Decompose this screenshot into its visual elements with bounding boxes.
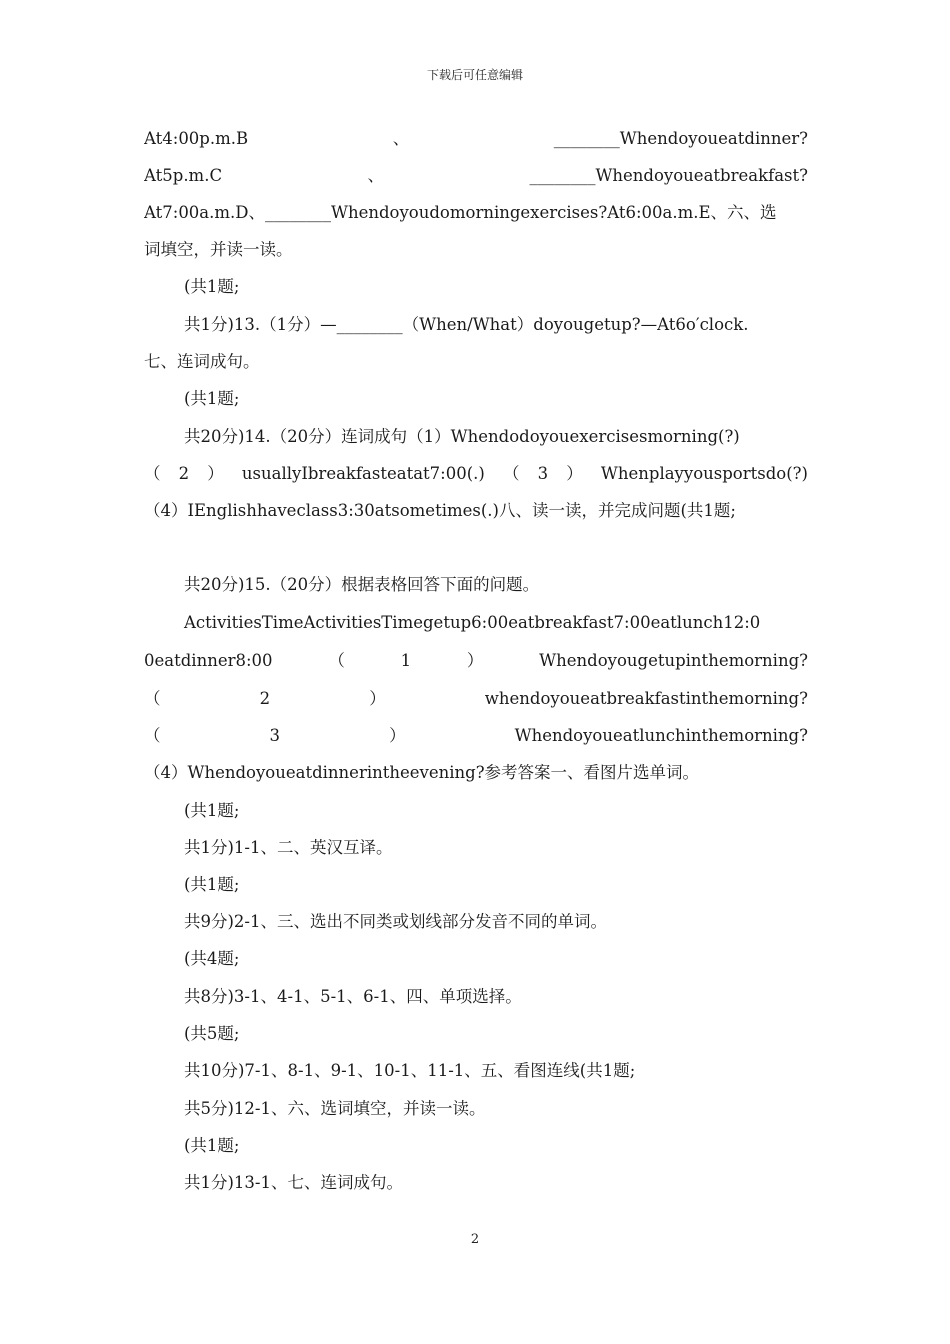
text-line	[144, 276, 808, 298]
text-fragment: (共1题;	[184, 801, 240, 820]
text-line	[144, 874, 808, 896]
text-line	[144, 426, 808, 448]
text-line	[144, 650, 808, 672]
text-fragment: 2	[259, 689, 271, 708]
page-header: 下载后可任意编辑	[426, 68, 523, 82]
text-fragment: At7:00a.m.D、________Whendoyoudomorningexercises?At6:00a.m.E、六、选	[144, 203, 777, 222]
text-line	[144, 1135, 808, 1157]
page-number: 2	[470, 1232, 480, 1247]
text-line	[144, 762, 808, 784]
text-fragment: (共4题;	[184, 949, 240, 968]
text-fragment: （	[144, 726, 161, 745]
text-line	[144, 688, 808, 710]
text-line	[144, 986, 808, 1008]
text-fragment: 2	[178, 464, 190, 483]
text-fragment: Whendoyoueatlunchinthemorning?	[514, 726, 808, 745]
text-fragment: ActivitiesTimeActivitiesTimegetup6:00eatbreakfast7:00eatlunch12:0	[184, 613, 761, 632]
text-fragment: ）	[566, 464, 583, 483]
text-fragment: ）	[207, 464, 224, 483]
text-fragment: 词填空，并读一读。	[144, 240, 293, 259]
text-fragment: 共20分)14.（20分）连词成句（1）Whendodoyouexercisesmorning(?)	[184, 427, 740, 446]
text-fragment: （	[502, 464, 520, 483]
text-fragment: Whendoyougetupinthemorning?	[539, 651, 808, 670]
text-line	[144, 800, 808, 822]
text-line	[144, 128, 808, 150]
text-line	[144, 314, 808, 336]
text-fragment: (共1题;	[184, 1136, 240, 1155]
text-fragment: 、	[367, 166, 385, 185]
text-fragment: 七、连词成句。	[144, 352, 260, 371]
text-fragment: 共10分)7-1、8-1、9-1、10-1、11-1、五、看图连线(共1题;	[184, 1061, 636, 1080]
text-fragment: Whenplayyousportsdo(?)	[600, 464, 808, 483]
text-line	[144, 1172, 808, 1194]
text-line	[144, 911, 808, 933]
text-fragment: usuallyIbreakfasteatat7:00(.)	[241, 464, 485, 483]
text-fragment: (共1题;	[184, 389, 240, 408]
text-fragment: （	[144, 464, 161, 483]
text-line	[144, 500, 808, 522]
text-fragment: At4:00p.m.B	[144, 129, 249, 148]
text-line	[144, 574, 808, 596]
text-fragment: 共9分)2-1、三、选出不同类或划线部分发音不同的单词。	[184, 912, 608, 931]
text-fragment: （	[144, 689, 161, 708]
text-fragment: ）	[466, 651, 484, 670]
text-fragment: 共5分)12-1、六、选词填空，并读一读。	[184, 1099, 486, 1118]
text-fragment: ________Whendoyoueatdinner?	[553, 129, 808, 148]
text-line	[144, 1098, 808, 1120]
text-fragment: whendoyoueatbreakfastinthemorning?	[484, 689, 808, 708]
text-line	[144, 239, 808, 261]
text-fragment: （4）IEnglishhaveclass3:30atsometimes(.)八、读一读，并完成问题(共1题;	[144, 501, 736, 520]
text-line	[144, 1023, 808, 1045]
text-fragment: 共20分)15.（20分）根据表格回答下面的问题。	[184, 575, 540, 594]
text-fragment: (共5题;	[184, 1024, 240, 1043]
text-line	[144, 202, 808, 224]
text-fragment: 、	[392, 129, 410, 148]
text-fragment: 1	[400, 651, 412, 670]
text-fragment: ）	[389, 726, 406, 745]
text-line	[144, 351, 808, 373]
text-line	[144, 165, 808, 187]
text-fragment: (共1题;	[184, 875, 240, 894]
text-fragment: 共1分)13-1、七、连词成句。	[184, 1173, 404, 1192]
text-fragment: （4）Whendoyoueatdinnerintheevening?参考答案一、看图片选单词。	[144, 763, 700, 782]
text-fragment: 3	[269, 726, 281, 745]
text-fragment: 共1分)13.（1分）—________（When/What）doyougetup?—At6o′clock.	[184, 315, 749, 334]
text-line	[144, 388, 808, 410]
text-fragment: (共1题;	[184, 277, 240, 296]
text-fragment: 0eatdinner8:00	[144, 651, 273, 670]
text-line	[144, 837, 808, 859]
text-line	[144, 463, 808, 485]
text-line	[144, 725, 808, 747]
text-fragment: 3	[537, 464, 549, 483]
text-fragment: At5p.m.C	[144, 166, 223, 185]
text-fragment: 共1分)1-1、二、英汉互译。	[184, 838, 393, 857]
text-line	[144, 612, 808, 634]
text-line	[144, 1060, 808, 1082]
text-fragment: （	[328, 651, 345, 670]
text-line	[144, 948, 808, 970]
text-fragment: 共8分)3-1、4-1、5-1、6-1、四、单项选择。	[184, 987, 522, 1006]
text-fragment: ________Whendoyoueatbreakfast?	[529, 166, 808, 185]
text-fragment: ）	[369, 689, 386, 708]
